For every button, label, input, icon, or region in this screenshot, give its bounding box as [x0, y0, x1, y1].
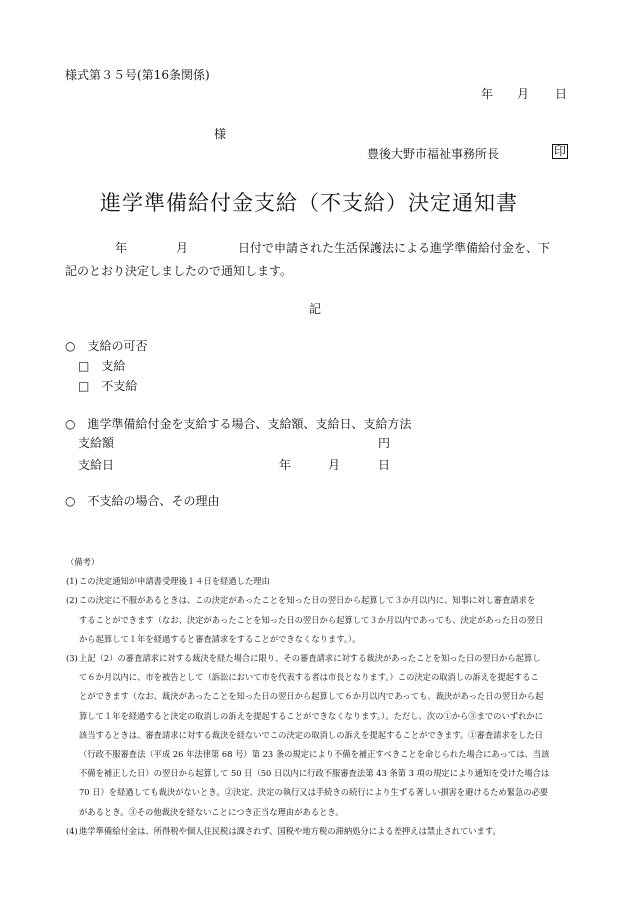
remarks-section — [66, 553, 574, 841]
remark-line: （行政不服審査法（平成 26 年法律第 68 号）第 23 条の規定により不備を補正すべきことを命じられた場合にあっては、当該 — [79, 749, 550, 760]
amount-unit: 円 — [378, 436, 391, 450]
remark-line: 不備を補正した日）の翌日から起算して 50 日（50 日以内に行政不服審査法第 43 条第 3 項の規定により通知を受けた場合は — [79, 768, 550, 779]
remark-marker: (3) — [66, 653, 78, 664]
remark-line: から起算して１年を経過すると審査請求をすることができなくなります。）。 — [79, 633, 361, 644]
amount-label: 支給額 — [78, 436, 115, 450]
remark-marker: (2) — [66, 595, 78, 606]
remark-line: があるとき。③その他裁決を経ないことにつき正当な理由があるとき。 — [79, 806, 344, 817]
issuer-name: 豊後大野市福祉事務所長 — [367, 147, 500, 161]
remark-item — [66, 649, 574, 822]
remark-item — [66, 822, 574, 841]
remarks-heading: （備考） — [66, 557, 100, 567]
remark-line: 進学準備給付金は、所得税や個人住民税は課されず、国税や地方税の滞納処分による差押えは禁止されています。 — [79, 825, 501, 836]
option-pay: □ 支給 — [78, 359, 126, 373]
remark-line: することができます（なお、決定があったことを知った日の翌日から起算して３か月以内であっても、決定があった日の翌日 — [79, 614, 544, 625]
recipient-suffix: 様 — [214, 127, 227, 141]
page-title: 進学準備給付金支給（不支給）決定通知書 — [100, 191, 518, 215]
intro-month: 月 — [176, 241, 189, 255]
remark-marker: (1) — [66, 576, 78, 587]
seal-text: 印 — [554, 144, 567, 158]
payment-date-month: 月 — [328, 458, 341, 472]
remark-marker: (4) — [66, 825, 78, 836]
remark-line: この決定に不服があるときは、この決定があったことを知った日の翌日から起算して３か月以内に、知事に対し審査請求を — [79, 595, 536, 606]
seal-mark — [552, 144, 568, 159]
remark-item — [66, 572, 574, 591]
intro-line2: 記のとおり決定しましたので通知します。 — [65, 264, 293, 278]
payment-heading: ○ 進学準備給付金を支給する場合、支給額、支給日、支給方法 — [65, 417, 412, 431]
intro-year: 年 — [115, 241, 128, 255]
date-year-label: 年 — [481, 87, 494, 101]
availability-heading: ○ 支給の可否 — [65, 339, 148, 353]
remark-line: この決定通知が申請書受理後１４日を経過した理由 — [79, 576, 270, 587]
refusal-heading: ○ 不支給の場合、その理由 — [65, 494, 220, 508]
remark-line: 算して１年を経過すると決定の取消しの訴えを提起することができなくなります。）。ただし、次の①から③までのいずれかに — [79, 710, 543, 721]
remark-line: とができます（なお、裁決があったことを知った日の翌日から起算して６か月以内であっても、裁決があった日の翌日から起 — [79, 691, 544, 702]
intro-line1: 日付で申請された生活保護法による進学準備給付金を、下 — [238, 241, 551, 255]
remark-line: 上記（2）の審査請求に対する裁決を経た場合に限り、その審査請求に対する裁決があったことを知った日の翌日から起算し — [79, 653, 541, 664]
remark-line: 70 日）を経過しても裁決がないとき。②決定、決定の執行又は手続きの続行により生ずる著しい損害を避けるため緊急の必要 — [79, 787, 549, 798]
remark-line: て６か月以内に、市を被告として（訴訟において市を代表する者は市長となります。）この決定の取消しの訴えを提起するこ — [79, 672, 539, 683]
remark-line: 該当するときは、審査請求に対する裁決を経ないでこの決定の取消しの訴えを提起することができます。①審査請求をした日 — [79, 729, 543, 740]
ki-label: 記 — [309, 302, 322, 316]
payment-date-day: 日 — [378, 458, 391, 472]
payment-date-year: 年 — [279, 458, 292, 472]
option-no-pay: □ 不支給 — [78, 379, 138, 393]
date-month-label: 月 — [517, 87, 530, 101]
payment-date-label: 支給日 — [78, 458, 115, 472]
form-number: 様式第３５号(第16条関係) — [65, 68, 210, 82]
date-day-label: 日 — [555, 87, 568, 101]
remark-item — [66, 591, 574, 649]
